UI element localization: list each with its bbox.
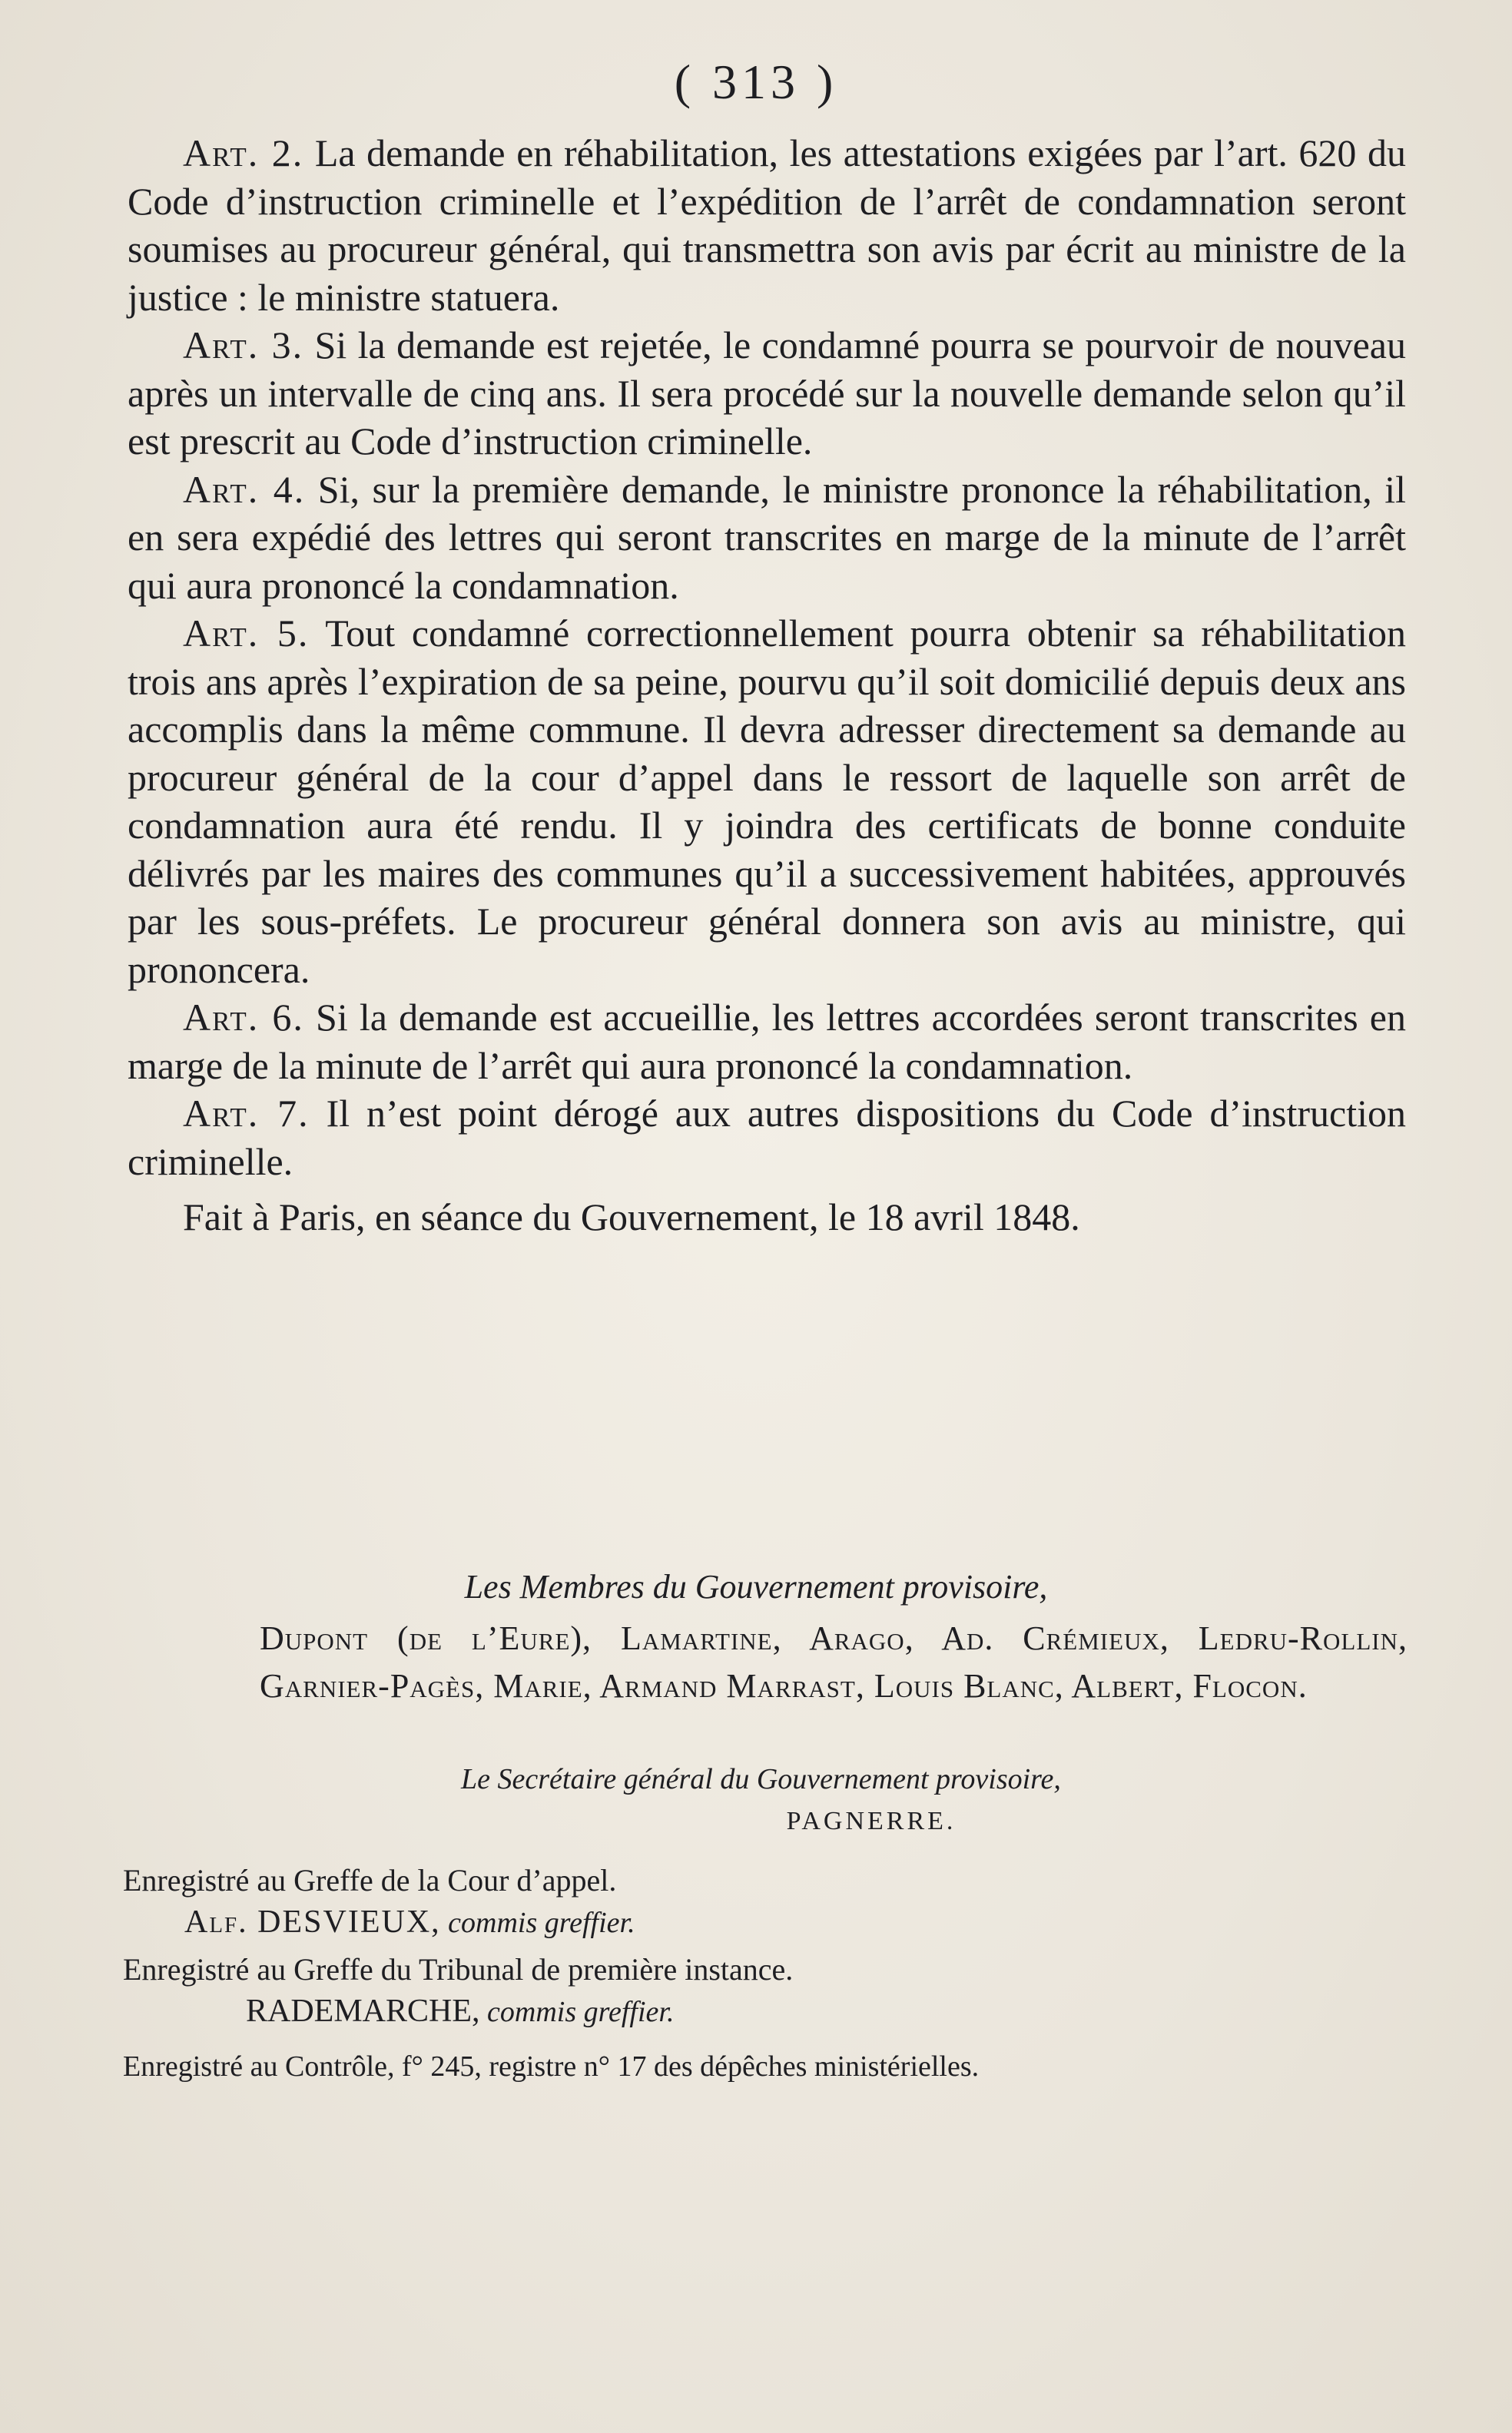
secretary-name: PAGNERRE. — [786, 1807, 957, 1835]
registration-control: Enregistré au Contrôle, f° 245, registre n° 17 des dépêches ministérielles. — [123, 2050, 980, 2083]
article-text: Tout condamné correctionnellement pourra obtenir sa réhabilitation trois ans après l’expiration de sa peine, pourvu qu’il soit domicilié depuis deux ans accomplis dans la même commune. Il devra adresser directement sa demande au procureur général de la cour d’appel dans le ressort de laquelle son arrêt de condamnation aura été rendu. Il y joindra des certificats de bonne conduite délivrés par les maires des communes qu’il a successivement habitées, approuvés par les sous-préfets. Le procureur général donnera son avis au ministre, qui prononcera. — [128, 612, 1406, 991]
members-heading: Les Membres du Gouvernement provisoire, — [464, 1568, 1048, 1606]
article-text: Si la demande est rejetée, le condamné pourra se pourvoir de nouveau après un intervalle de cinq ans. Il sera procédé sur la nouvelle demande selon qu’il est prescrit au Code d’instruction criminelle. — [128, 323, 1406, 462]
page-number: ( 313 ) — [674, 55, 838, 109]
article-paragraph — [128, 466, 1406, 610]
signed-line: Fait à Paris, en séance du Gouvernement, le 18 avril 1848. — [183, 1195, 1080, 1238]
article-paragraph — [128, 1089, 1406, 1185]
article-text: Il n’est point dérogé aux autres dispositions du Code d’instruction criminelle. — [128, 1092, 1406, 1183]
appeal-clerk-name: Alf. DESVIEUX, — [184, 1904, 441, 1940]
first-instance-clerk-title: commis greffier. — [479, 1996, 675, 2028]
article-text: Si la demande est accueillie, les lettres accordées seront transcrites en marge de la minute de l’arrêt qui aura prononcé la condamnation. — [128, 996, 1406, 1087]
registration-first-instance: Enregistré au Greffe du Tribunal de première instance. — [123, 1952, 794, 1987]
secretary-title: Le Secrétaire général du Gouvernement provisoire, — [461, 1763, 1061, 1795]
article-label: Art. 4. — [183, 467, 306, 511]
article-paragraph — [128, 993, 1406, 1089]
first-instance-clerk-signature — [246, 1993, 675, 2030]
article-label: Art. 2. — [183, 131, 304, 174]
article-paragraph — [128, 609, 1406, 993]
article-paragraph — [128, 129, 1406, 321]
appeal-clerk-signature — [184, 1904, 635, 1941]
article-label: Art. 5. — [183, 612, 310, 655]
members-list: Dupont (de l’Eure), Lamartine, Arago, Ad. Crémieux, Ledru-Rollin, Garnier-Pagès, Marie, Armand Marrast, Louis Blanc, Albert, Flocon. — [260, 1619, 1408, 1705]
article-label: Art. 6. — [183, 996, 304, 1039]
article-text: Si, sur la première demande, le ministre prononce la réhabilitation, il en sera expédié des lettres qui seront transcrites en marge de la minute de l’arrêt qui aura prononcé la condamnation. — [128, 467, 1407, 607]
decree-body — [128, 129, 1406, 1241]
article-paragraph — [128, 321, 1406, 466]
article-text: La demande en réhabilitation, les attestations exigées par l’art. 620 du Code d’instruction criminelle et l’expédition de l’arrêt de condamnation seront soumises au procureur général, qui transmettra son avis par écrit au ministre de la justice : le ministre statuera. — [128, 131, 1406, 319]
appeal-clerk-title: commis greffier. — [440, 1907, 635, 1939]
first-instance-clerk-name: RADEMARCHE, — [246, 1994, 480, 2029]
article-label: Art. 3. — [183, 323, 304, 366]
registration-appeal-court: Enregistré au Greffe de la Cour d’appel. — [123, 1863, 617, 1898]
article-label: Art. 7. — [183, 1092, 310, 1135]
